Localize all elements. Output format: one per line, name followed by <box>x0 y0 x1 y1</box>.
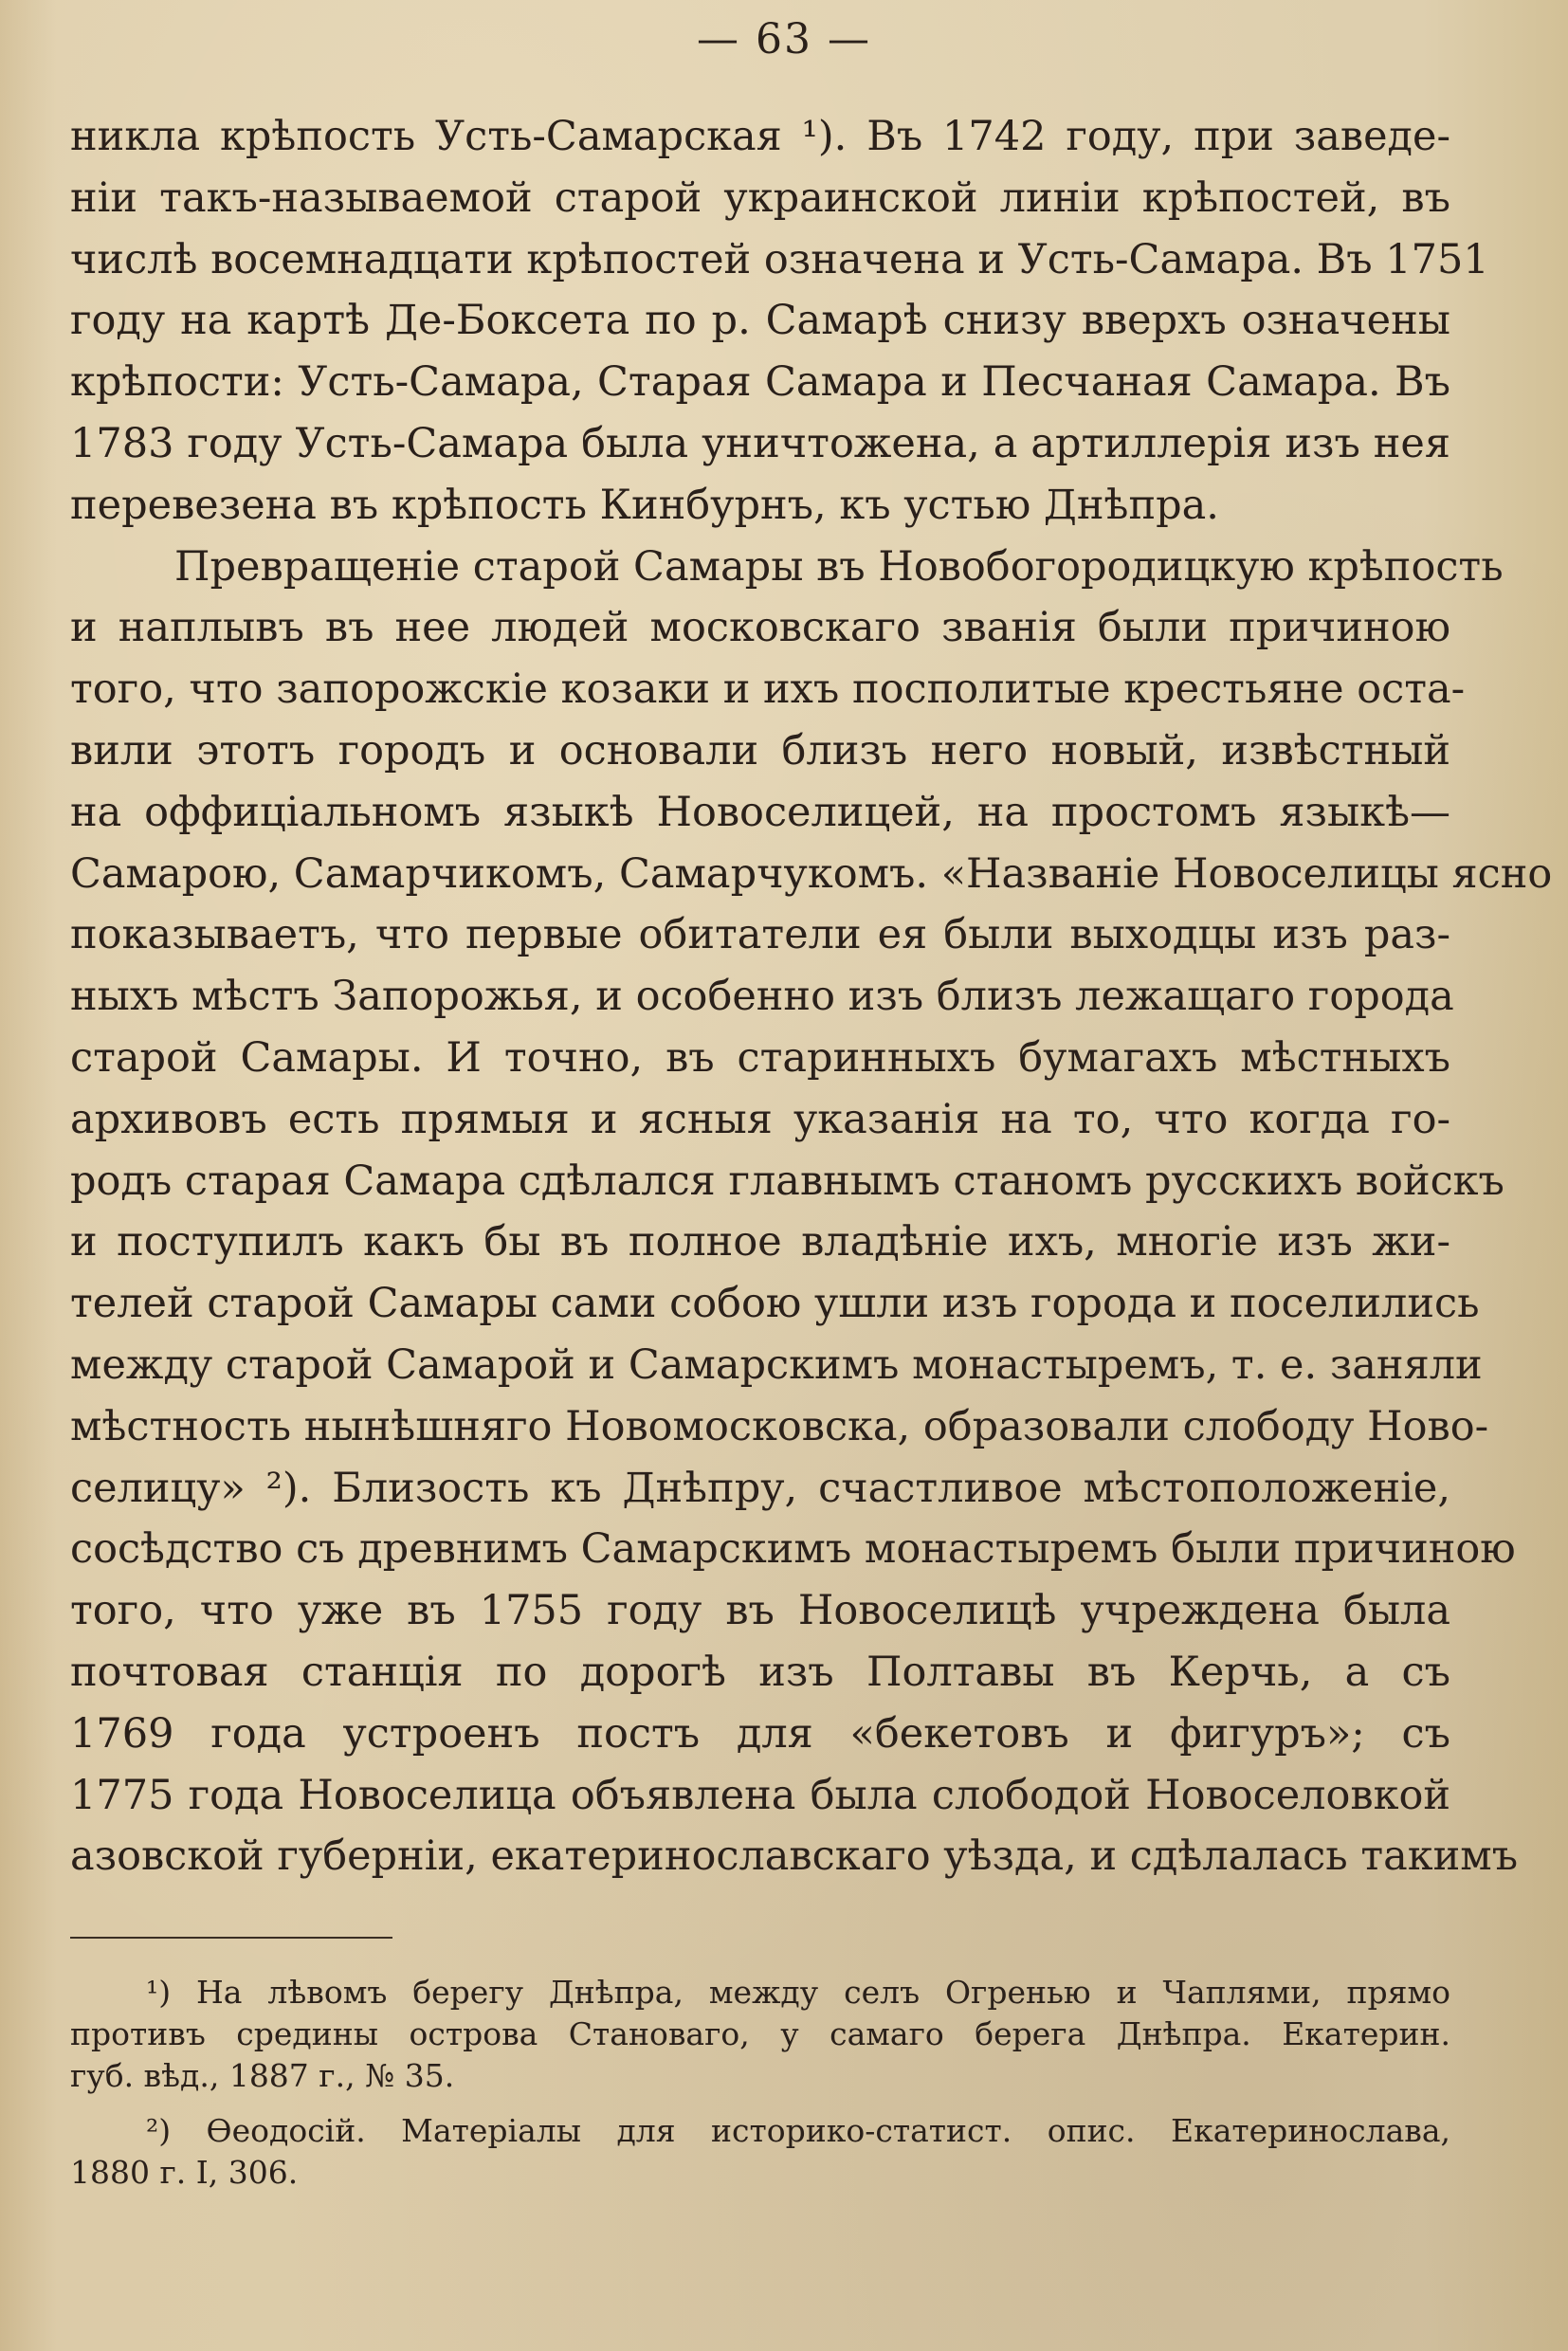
text-line: 1783 году Усть-Самара была уничтожена, а артиллерія изъ нея <box>70 419 1450 467</box>
footnote-2-line: 1880 г. I, 306. <box>70 2154 299 2191</box>
text-line: азовской губерніи, екатеринославскаго уѣзда, и сдѣлалась такимъ <box>70 1832 1519 1881</box>
text-line: сосѣдство съ древнимъ Самарскимъ монастыремъ были причиною <box>70 1525 1516 1574</box>
page-number: — 63 — <box>697 15 871 64</box>
text-line: никла крѣпость Усть-Самарская ¹). Въ 1742 году, при заведе- <box>70 113 1450 160</box>
text-line: году на картѣ Де-Боксета по р. Самарѣ снизу вверхъ означены <box>70 297 1450 345</box>
footnotes <box>70 1972 1450 2194</box>
text-line: на оффиціальномъ языкѣ Новоселицей, на простомъ языкѣ— <box>70 788 1450 836</box>
text-line: ныхъ мѣстъ Запорожья, и особенно изъ близъ лежащаго города <box>70 973 1454 1021</box>
text-line: и наплывъ въ нее людей московскаго званія были причиною <box>70 604 1450 652</box>
text-line: Самарою, Самарчикомъ, Самарчукомъ. «Названіе Новоселицы ясно <box>70 849 1553 898</box>
text-line: мѣстность нынѣшняго Новомосковска, образовали слободу Ново- <box>70 1402 1489 1450</box>
text-line: крѣпости: Усть-Самара, Старая Самара и Песчаная Самара. Въ <box>70 358 1450 407</box>
text-line: того, что уже въ 1755 году въ Новоселицѣ учреждена была <box>70 1587 1450 1635</box>
footnote-2-line: ²) Ѳеодосій. Матеріалы для историко-статист. опис. Екатеринослава, <box>146 2112 1450 2149</box>
text-line: вили этотъ городъ и основали близъ него новый, извѣстный <box>70 726 1450 775</box>
text-line: числѣ восемнадцати крѣпостей означена и Усть-Самара. Въ 1751 <box>70 235 1489 283</box>
text-line: телей старой Самары сами собою ушли изъ города и поселились <box>70 1280 1480 1328</box>
text-line: 1775 года Новоселица объявлена была слободой Новоселовкой <box>70 1771 1450 1819</box>
paragraph-start-line: Превращеніе старой Самары въ Новобогородицкую крѣпость <box>174 542 1504 591</box>
text-line: перевезена въ крѣпость Кинбурнъ, къ устью Днѣпра. <box>70 481 1219 529</box>
footnote-1-line: ¹) На лѣвомъ берегу Днѣпра, между селъ Огренью и Чаплями, прямо <box>146 1974 1450 2011</box>
text-line: ніи такъ-называемой старой украинской линіи крѣпостей, въ <box>70 173 1450 222</box>
footnote-1-line: губ. вѣд., 1887 г., № 35. <box>70 2057 455 2094</box>
text-line: родъ старая Самара сдѣлался главнымъ станомъ русскихъ войскъ <box>70 1157 1504 1205</box>
text-line: почтовая станція по дорогѣ изъ Полтавы въ Керчь, а съ <box>70 1648 1450 1696</box>
text-line: показываетъ, что первые обитатели ея были выходцы изъ раз- <box>70 911 1450 959</box>
footnote-gap <box>70 2097 1450 2110</box>
text-line: и поступилъ какъ бы въ полное владѣніе ихъ, многіе изъ жи- <box>70 1218 1450 1267</box>
text-line: 1769 года устроенъ постъ для «бекетовъ и фигуръ»; съ <box>70 1709 1450 1758</box>
text-line: старой Самары. И точно, въ старинныхъ бумагахъ мѣстныхъ <box>70 1033 1450 1082</box>
footnote-1-line: противъ средины острова Становаго, у самаго берега Днѣпра. Екатерин. <box>70 2015 1450 2052</box>
text-line: того, что запорожскіе козаки и ихъ посполитые крестьяне оста- <box>70 665 1466 714</box>
main-text <box>70 106 1553 1887</box>
footnote-divider <box>70 1937 392 1939</box>
text-line: архивовъ есть прямыя и ясныя указанія на то, что когда го- <box>70 1095 1450 1143</box>
text-line: селицу» ²). Близость къ Днѣпру, счастливое мѣстоположеніе, <box>70 1464 1450 1512</box>
text-line: между старой Самарой и Самарскимъ монастыремъ, т. е. заняли <box>70 1340 1483 1389</box>
